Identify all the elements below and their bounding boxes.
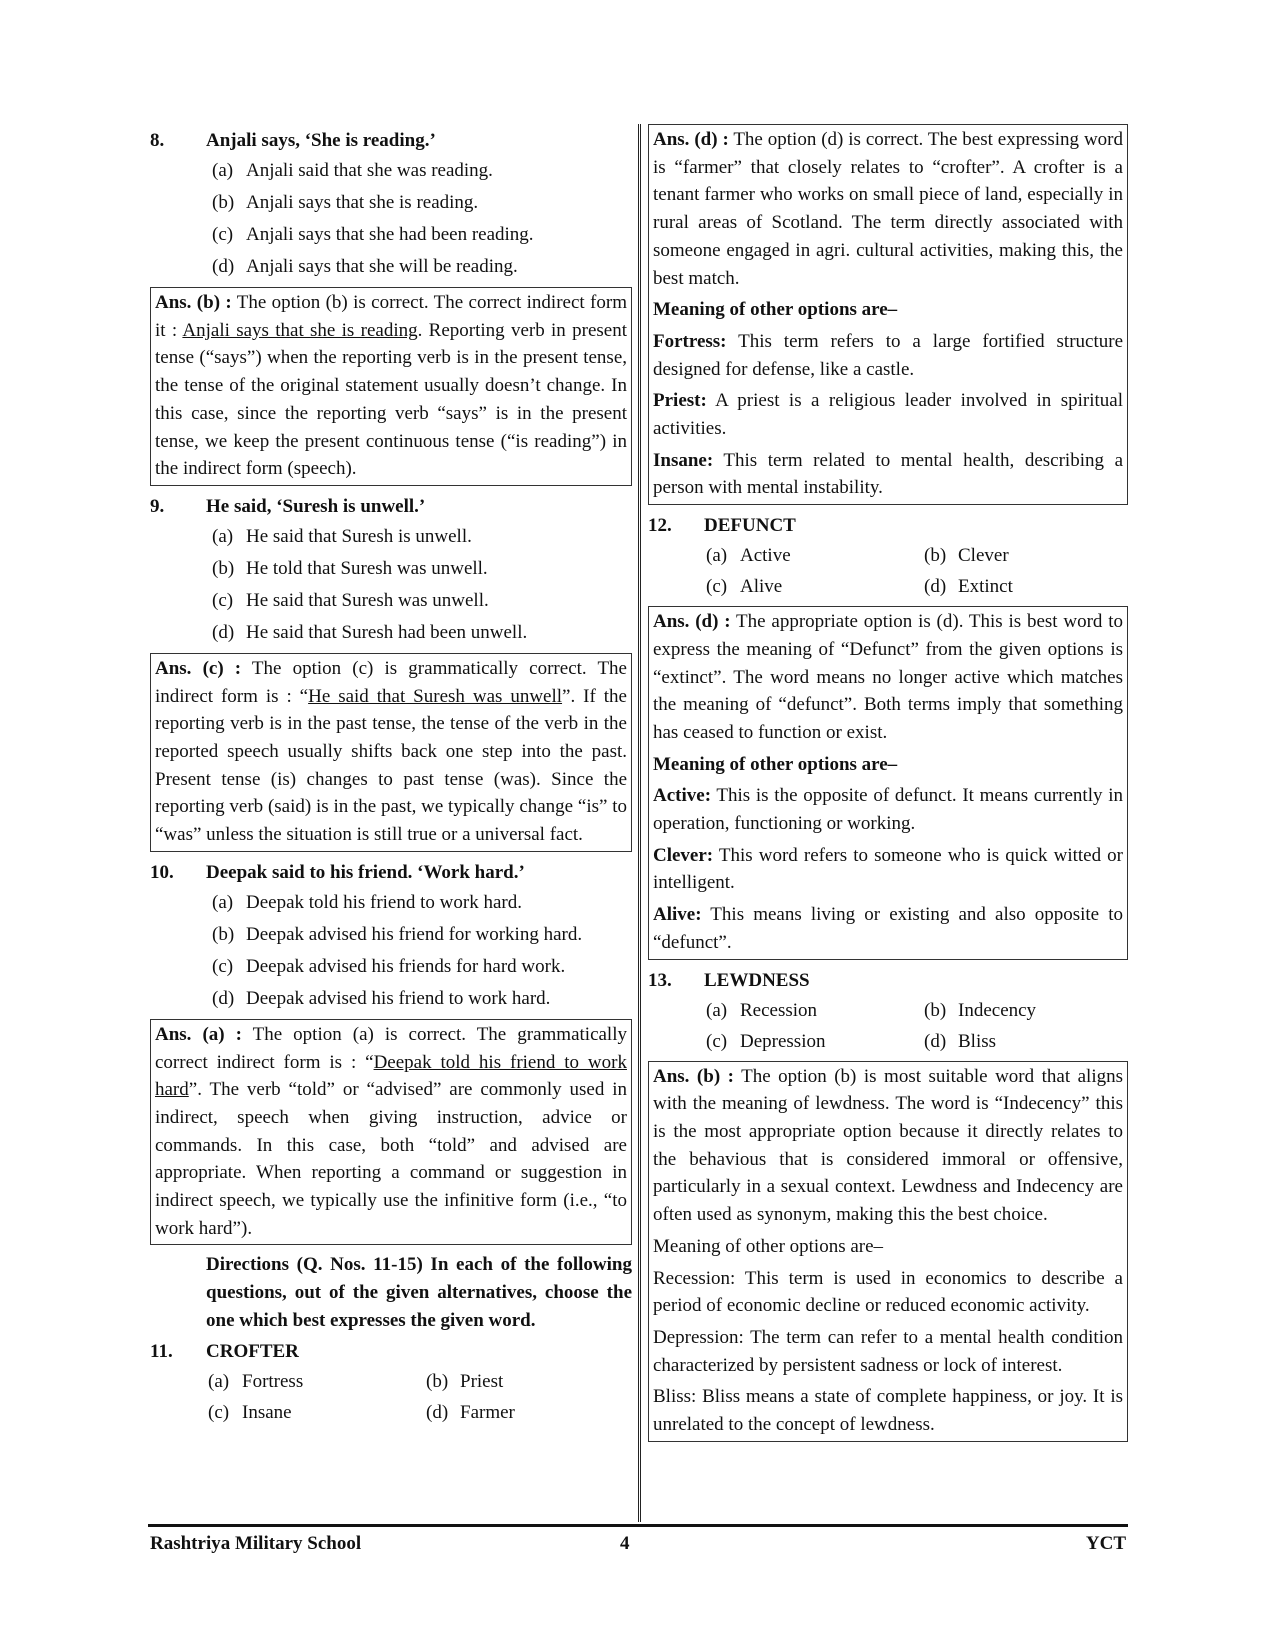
- answer-text: The option (a) is correct. The grammatically correct indirect form is : “: [155, 1023, 627, 1073]
- option: [208, 1366, 426, 1397]
- option-label: (a): [212, 160, 234, 181]
- question-9: [150, 492, 632, 852]
- option: [706, 540, 924, 571]
- options-list: [150, 887, 632, 1015]
- question-number: 10.: [150, 861, 174, 883]
- option-text: Alive: [740, 576, 783, 598]
- option-text: Deepak advised his friends for hard work.: [246, 955, 566, 977]
- answer-underlined: He said that Suresh was unwell: [308, 685, 563, 707]
- answer-label: Ans. (b) :: [653, 1065, 734, 1087]
- option-text: Farmer: [460, 1402, 515, 1424]
- option: [706, 1026, 924, 1057]
- term: Active:: [653, 785, 712, 807]
- option-label: (c): [706, 576, 728, 598]
- option: [212, 887, 632, 919]
- option-label: (b): [426, 1371, 449, 1393]
- option-label: (b): [924, 999, 947, 1021]
- term: Alive:: [653, 904, 702, 926]
- question-word: CROFTER: [206, 1341, 299, 1363]
- answer-text: . Reporting verb in present tense (“says”) when the reporting verb is in the present tense, the tense of the original statement usually doesn’t change. In this case, since the reporting verb “says” is in the present tense, we keep the present continuous tense (“is reading”) in the indirect form (speech).: [155, 319, 627, 480]
- option-label: (c): [212, 224, 234, 245]
- term: Insane:: [653, 449, 714, 471]
- answer-label: Ans. (d) :: [653, 129, 729, 150]
- other-option-explanation: Recession: This term is used in economics to describe a period of economic decline or reduced economic activity.: [653, 1267, 1123, 1317]
- other-option-explanation: Bliss: Bliss means a state of complete happiness, or joy. It is unrelated to the concept of lewdness.: [653, 1386, 1123, 1436]
- options-grid: [648, 540, 1128, 602]
- option: [212, 521, 632, 553]
- option-text: Extinct: [958, 576, 1013, 598]
- answer-underlined: Deepak told his friend to work hard: [155, 1051, 627, 1101]
- term: Clever:: [653, 844, 714, 866]
- other-options-heading: Meaning of other options are–: [653, 299, 898, 321]
- question-number: 11.: [150, 1341, 173, 1363]
- option: [924, 540, 1124, 571]
- option-text: Anjali says that she is reading.: [246, 192, 479, 213]
- answer-text: ”. The verb “told” or “advised” are commonly used in indirect, speech when giving instruction, advice or commands. In this case, both “told” and advised are appropriate. When reporting a command or suggestion in indirect speech, we typically use the infinitive form (i.e., “to work hard”).: [155, 1079, 627, 1239]
- other-option-explanation: [653, 782, 1123, 837]
- term: Fortress:: [653, 330, 727, 352]
- option-label: (a): [706, 999, 728, 1021]
- other-option-explanation: Depression: The term can refer to a mental health condition characterized by persistent sadness or lock of interest.: [653, 1326, 1123, 1376]
- question-text: Anjali says, ‘She is reading.’: [206, 130, 436, 151]
- option: [924, 1026, 1124, 1057]
- term: Priest:: [653, 390, 707, 412]
- option-label: (c): [212, 955, 234, 977]
- term-text: A priest is a religious leader involved in spiritual activities.: [653, 390, 1123, 440]
- option-label: (a): [212, 891, 234, 913]
- term-text: This means living or existing and also opposite to “defunct”.: [653, 904, 1123, 953]
- option: [426, 1366, 626, 1397]
- option: [212, 553, 632, 585]
- answer-label: Ans. (c) :: [155, 657, 242, 679]
- other-option-explanation: [653, 842, 1123, 897]
- term-text: This term refers to a large fortified structure designed for defense, like a castle.: [653, 330, 1123, 380]
- question-11: [150, 1337, 632, 1428]
- option-text: Deepak told his friend to work hard.: [246, 891, 522, 913]
- question-8: [150, 126, 632, 486]
- option: [212, 919, 632, 951]
- option-label: (a): [212, 525, 234, 547]
- directions-text: Directions (Q. Nos. 11-15) In each of the following questions, out of the given alternatives, choose the one which best expresses the given word.: [206, 1254, 632, 1332]
- answer-underlined: Anjali says that she is reading: [182, 319, 418, 341]
- option-label: (c): [706, 1030, 728, 1052]
- option-label: (c): [212, 589, 234, 611]
- option-label: (d): [212, 987, 235, 1009]
- options-list: [150, 155, 632, 283]
- column-divider: [638, 124, 641, 1522]
- option: [706, 571, 924, 602]
- other-option-explanation: [653, 901, 1123, 956]
- answer-text: The option (c) is grammatically correct. The indirect form is : “: [155, 657, 627, 707]
- question-text: He said, ‘Suresh is unwell.’: [206, 495, 426, 517]
- other-option-explanation: [653, 447, 1123, 502]
- question-stem: [150, 492, 632, 521]
- question-stem: [648, 511, 1128, 540]
- option-text: Anjali says that she will be reading.: [246, 256, 518, 277]
- option-label: (b): [212, 557, 235, 579]
- footer-publisher: YCT: [1085, 1533, 1126, 1554]
- option: [706, 995, 924, 1026]
- question-stem: [150, 126, 632, 155]
- option-text: He said that Suresh was unwell.: [246, 589, 489, 611]
- question-number: 13.: [648, 969, 672, 991]
- answer-box: [648, 1061, 1128, 1442]
- option-text: Insane: [242, 1402, 292, 1424]
- answer-box: [648, 606, 1128, 959]
- option: [212, 187, 632, 219]
- option-text: Recession: [740, 999, 818, 1021]
- option-text: Indecency: [958, 999, 1037, 1021]
- option: [212, 951, 632, 983]
- option-text: He said that Suresh is unwell.: [246, 525, 472, 547]
- option-label: (d): [426, 1402, 449, 1424]
- option-label: (a): [208, 1371, 230, 1393]
- page-footer: [150, 1530, 1126, 1558]
- question-text: Deepak said to his friend. ‘Work hard.’: [206, 861, 525, 883]
- options-grid: [150, 1366, 632, 1428]
- option-text: He told that Suresh was unwell.: [246, 557, 488, 579]
- option-text: Priest: [460, 1371, 504, 1393]
- option-text: Deepak advised his friend to work hard.: [246, 987, 551, 1009]
- question-number: 8.: [150, 130, 165, 151]
- question-10: [150, 858, 632, 1246]
- question-number: 12.: [648, 515, 672, 537]
- option: [212, 251, 632, 283]
- option-label: (d): [212, 256, 235, 277]
- options-grid: [648, 995, 1128, 1057]
- answer-text: The option (b) is most suitable word that aligns with the meaning of lewdness. The word is “Indecency” this is the most appropriate option because it directly relates to the behavious that is considered immoral or offensive, particularly in a sexual context. Lewdness and Indecency are often used as synonym, making this the best choice.: [653, 1065, 1123, 1226]
- answer-text: The option (b) is correct. The correct indirect form it :: [155, 292, 627, 341]
- answer-box: [150, 1019, 632, 1246]
- answer-text: The option (d) is correct. The best expressing word is “farmer” that closely relates to “crofter”. A crofter is a tenant farmer who works on small piece of land, especially in rural areas of Scotland. The term directly associated with someone engaged in agri. cultural activities, making this, the best match.: [653, 129, 1123, 289]
- answer-text: The appropriate option is (d). This is best word to express the meaning of “Defunct” from the given options is “extinct”. The word means no longer active which matches the meaning of “defunct”. Both terms imply that something has ceased to function or exist.: [653, 611, 1123, 743]
- left-column: [150, 124, 632, 1428]
- option-text: Bliss: [958, 1030, 997, 1052]
- option-label: (a): [706, 545, 728, 567]
- option-label: (b): [924, 545, 947, 567]
- option-text: Clever: [958, 545, 1009, 567]
- term-text: This word refers to someone who is quick witted or intelligent.: [653, 844, 1123, 894]
- option-label: (c): [208, 1402, 230, 1424]
- other-option-explanation: [653, 328, 1123, 383]
- option-text: He said that Suresh had been unwell.: [246, 621, 528, 643]
- footer-title: Rashtriya Military School: [150, 1533, 362, 1554]
- question-12: [648, 511, 1128, 959]
- answer-label: Ans. (d) :: [653, 611, 731, 633]
- question-stem: [648, 966, 1128, 995]
- option-label: (d): [212, 621, 235, 643]
- option: [212, 617, 632, 649]
- question-stem: [150, 858, 632, 887]
- option-text: Anjali said that she was reading.: [246, 160, 493, 181]
- term-text: This term related to mental health, describing a person with mental instability.: [653, 449, 1123, 499]
- option: [212, 585, 632, 617]
- answer-box: [150, 653, 632, 852]
- footer-rule: [148, 1524, 1128, 1527]
- other-options-heading: Meaning of other options are–: [653, 753, 898, 775]
- option: [212, 983, 632, 1015]
- option: [924, 995, 1124, 1026]
- option: [924, 571, 1124, 602]
- question-stem: [150, 1337, 632, 1366]
- option-text: Active: [740, 545, 791, 567]
- other-options-heading: Meaning of other options are–: [653, 1235, 884, 1257]
- answer-label: Ans. (b) :: [155, 292, 232, 313]
- option: [208, 1397, 426, 1428]
- option-label: (b): [212, 923, 235, 945]
- question-13: [648, 966, 1128, 1442]
- question-word: DEFUNCT: [704, 515, 796, 537]
- option-label: (d): [924, 1030, 947, 1052]
- option: [426, 1397, 626, 1428]
- option: [212, 155, 632, 187]
- other-option-explanation: [653, 387, 1123, 442]
- question-word: LEWDNESS: [704, 969, 810, 991]
- answer-label: Ans. (a) :: [155, 1023, 242, 1045]
- answer-text: ”. If the reporting verb is in the past tense, the tense of the verb in the reported speech usually shifts back one step into the past. Present tense (is) changes to past tense (was). Since the reporting verb (said) is in the past, we typically change “is” to “was” unless the situation is still true or a universal fact.: [155, 685, 627, 846]
- answer-box: [150, 287, 632, 486]
- option-text: Anjali says that she had been reading.: [246, 224, 534, 245]
- answer-box: [648, 124, 1128, 505]
- option-text: Depression: [740, 1030, 826, 1052]
- option-label: (d): [924, 576, 947, 598]
- right-column: [648, 124, 1128, 1448]
- option-label: (b): [212, 192, 235, 213]
- option-text: Fortress: [242, 1371, 304, 1393]
- option: [212, 219, 632, 251]
- question-number: 9.: [150, 495, 165, 517]
- option-text: Deepak advised his friend for working hard.: [246, 923, 583, 945]
- term-text: This is the opposite of defunct. It means currently in operation, functioning or working.: [653, 785, 1123, 835]
- page-number: 4: [620, 1533, 630, 1554]
- options-list: [150, 521, 632, 649]
